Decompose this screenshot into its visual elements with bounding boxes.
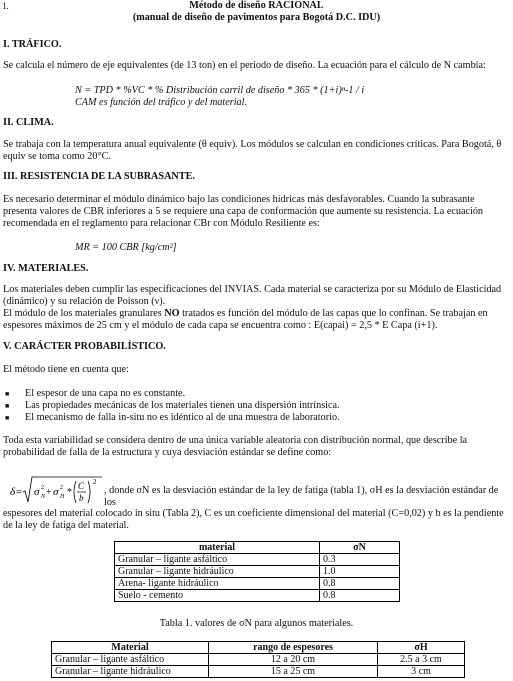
table-sigma-n	[114, 541, 400, 602]
formula-graphic	[10, 474, 102, 508]
svg-text:2: 2	[41, 485, 44, 491]
table-cell: 3 cm	[378, 666, 465, 678]
table-header-material: material	[115, 542, 320, 554]
document-title-line1: Método de diseño RACIONAL	[189, 0, 324, 11]
subrasante-paragraph: Es necesario determinar el módulo dinámico bajo las condiciones hídricas más desfavorables. Cuando la subrasante presenta valores de CBR inferiores a 5 se requiere una capa de conformación que aumente su resistencia. La ecuación recomendada en el reglamento para relacionar CBr con Módulo Resiliente es:	[3, 194, 484, 230]
section-heading-probabilistico: V. CARÁCTER PROBABILÍSTICO.	[3, 341, 166, 352]
section-heading-trafico: I. TRÁFICO.	[3, 39, 62, 50]
svg-text:δ=: δ=	[10, 486, 23, 498]
table-sigma-h	[51, 641, 465, 678]
svg-text:*: *	[67, 487, 72, 498]
clima-paragraph: Se trabaja con la temperatura anual equivalente (θ equiv). Los módulos se calculan en condiciones críticas. Para Bogotá, θ equiv se toma como 20°C.	[3, 139, 502, 163]
trafico-paragraph: Se calcula el número de eje equivalentes (de 13 ton) en el periodo de diseño. La ecuación para el cálculo de N cambia:	[3, 60, 486, 71]
table-cell: 0.3	[320, 554, 400, 566]
section-heading-subrasante: III. RESISTENCIA DE LA SUBRASANTE.	[3, 171, 195, 182]
materiales-paragraph-2: El módulo de los materiales granulares NO tratados es función del módulo de las capas que lo confinan. Se trabajan en espesores máximos de 25 cm y el módulo de cada capa se encuentra como : E(capai) = 2,5 * E Capa (i+1).	[3, 308, 488, 332]
svg-text:2: 2	[60, 485, 63, 491]
table-cell: Granular – ligante hidráulico	[52, 666, 209, 678]
svg-text:C: C	[78, 481, 85, 491]
formula-definitions: espesores del material colocado in situ (Tabla 2), C es un coeficiente dimensional del material (C=0,02) y b es la pendiente de la ley de fatiga del material.	[3, 508, 504, 532]
table-cell: 0.8	[320, 590, 400, 602]
table-cell: 1.0	[320, 566, 400, 578]
trafico-equation: N = TPD * %VC * % Distribución carril de diseño * 365 * (1+i)ⁿ-1 / i	[75, 85, 365, 96]
svg-text:2: 2	[93, 478, 97, 486]
section-heading-materiales: IV. MATERIALES.	[3, 263, 89, 274]
table-row	[52, 654, 465, 666]
formula-explanation: , donde σN es la desviación estándar de la ley de fatiga (tabla 1), σH es la desviación estándar de los	[104, 485, 499, 509]
table-header-sigma-n: σN	[320, 542, 400, 554]
page-mark: 1.	[2, 1, 9, 11]
table-cell: 12 a 20 cm	[209, 654, 378, 666]
table-cell: Arena- ligante hidráulico	[115, 578, 320, 590]
svg-text:σ: σ	[53, 486, 59, 498]
table-header-row	[115, 542, 400, 554]
svg-text:+: +	[46, 487, 52, 498]
table-cell: 15 a 25 cm	[209, 666, 378, 678]
table-header-material: Material	[52, 642, 209, 654]
table-header-rango: rango de espesores	[209, 642, 378, 654]
table-cell: Granular – ligante asfáltico	[115, 554, 320, 566]
document-title-line2: (manual de diseño de pavimentos para Bogotá D.C. IDU)	[132, 12, 381, 23]
svg-text:H: H	[60, 494, 65, 500]
list-item: ■ Las propiedades mecánicas de los materiales tienen una dispersión intrínsica.	[3, 400, 508, 412]
probabilistico-paragraph: Toda esta variabilidad se considera dentro de una única variable aleatoria con distribución normal, que describe la probabilidad de falla de la estructura y cuya desviación estándar se define como:	[3, 435, 468, 459]
table-cell: 2.5 a 3 cm	[378, 654, 465, 666]
table-header-sigma-h: σH	[378, 642, 465, 654]
materiales-paragraph-1: Los materiales deben cumplir las especificaciones del INVIAS. Cada material se caracteriza por su Módulo de Elasticidad (dinámico) y su relación de Poisson (ν).	[3, 284, 502, 308]
table-cell: Granular – ligante asfáltico	[52, 654, 209, 666]
list-item: ■ El espesor de una capa no es constante.	[3, 388, 508, 400]
section-heading-clima: II. CLIMA.	[3, 117, 54, 128]
table1-caption: Tabla 1. valores de σN para algunos materiales.	[159, 618, 354, 629]
svg-text:b: b	[79, 493, 84, 503]
table-cell: 0.8	[320, 578, 400, 590]
table-row	[52, 666, 465, 678]
probabilistico-bullet-list	[3, 388, 508, 425]
table-row	[115, 590, 400, 602]
svg-text:N: N	[41, 494, 46, 500]
table-header-row	[52, 642, 465, 654]
table-row	[115, 578, 400, 590]
table-cell: Granular – ligante hidráulico	[115, 566, 320, 578]
list-item: ■ El mecanismo de falla in-situ no es idéntico al de una muestra de laboratorio.	[3, 412, 508, 424]
table-row	[115, 554, 400, 566]
table-row	[115, 566, 400, 578]
subrasante-equation: MR = 100 CBR [kg/cm²]	[75, 242, 177, 253]
probabilistico-intro: El método tiene en cuenta que:	[3, 364, 129, 375]
trafico-equation-note: CAM es función del tráfico y del material.	[75, 97, 248, 108]
table-cell: Suelo - cemento	[115, 590, 320, 602]
svg-text:σ: σ	[34, 486, 40, 498]
std-deviation-formula	[10, 474, 100, 508]
